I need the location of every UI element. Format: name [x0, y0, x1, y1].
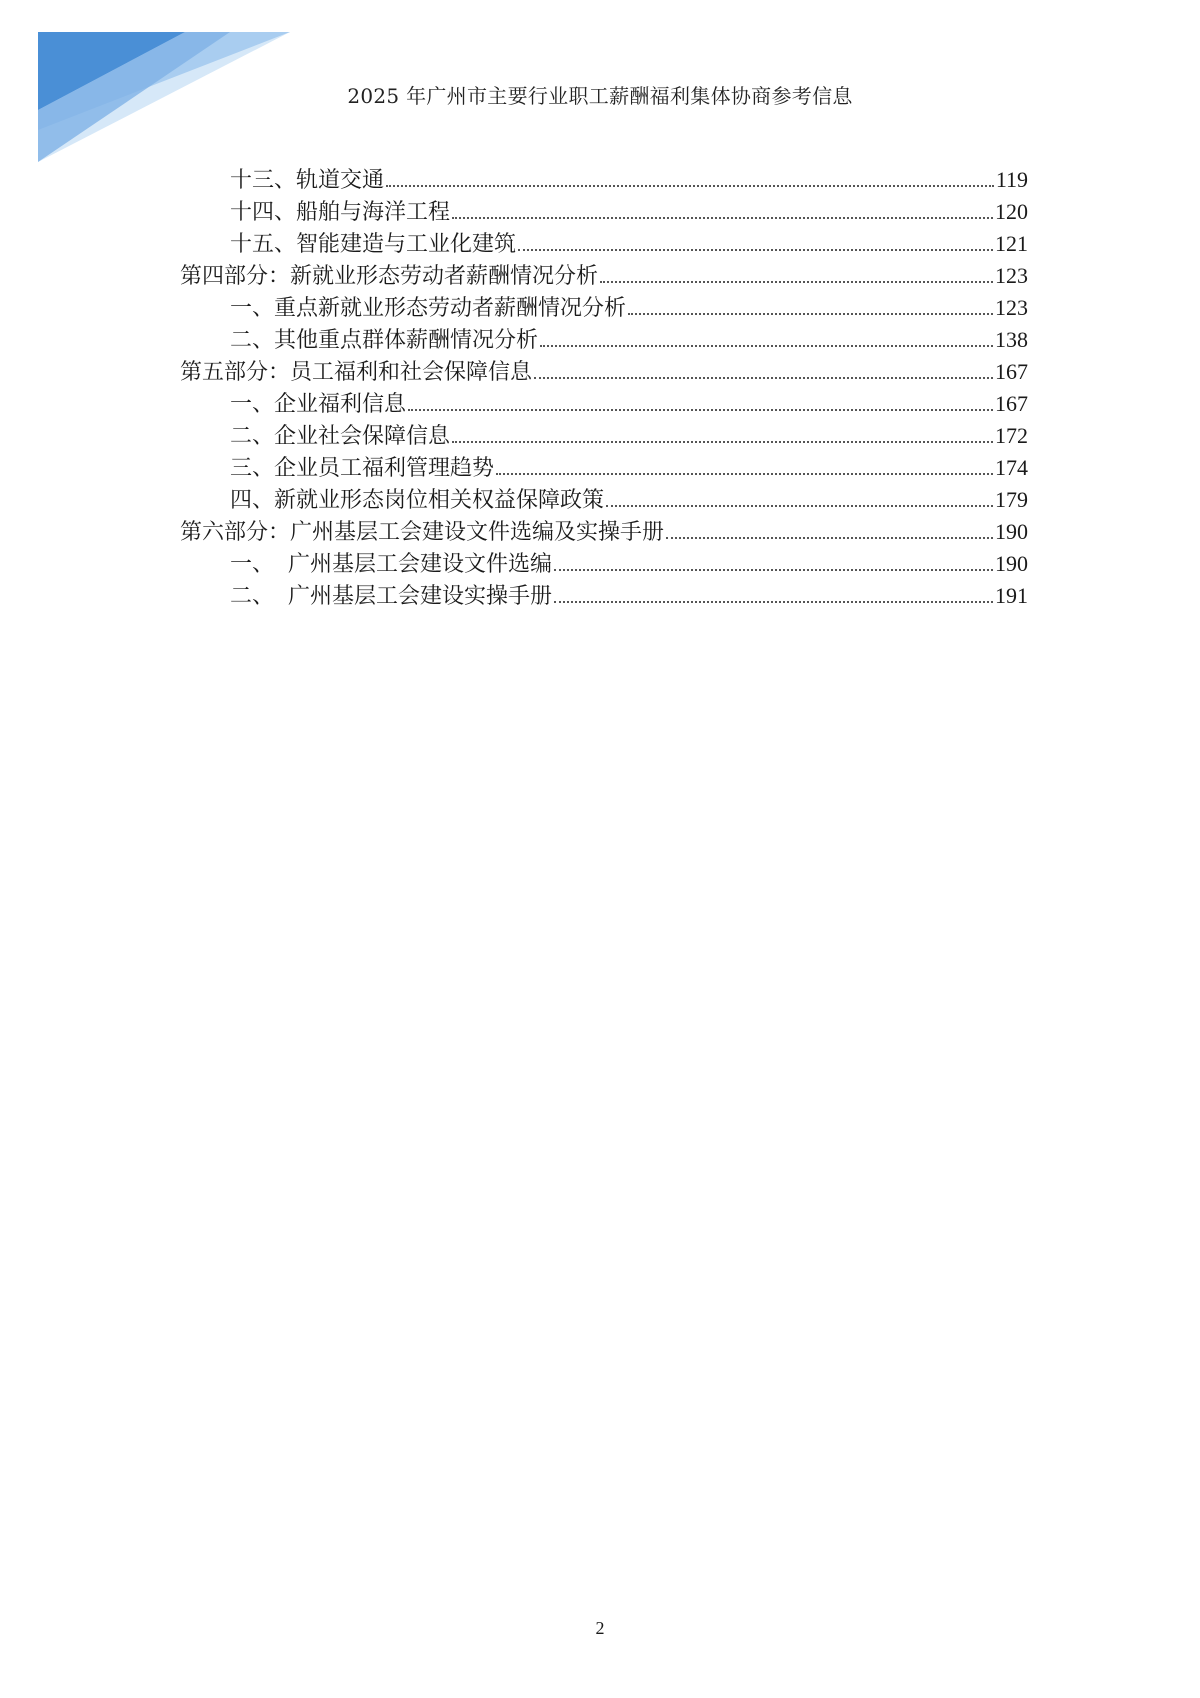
toc-entry[interactable] [180, 292, 1028, 324]
toc-entry[interactable] [180, 260, 1028, 292]
toc-leader-dots [408, 408, 993, 411]
toc-entry-page: 138 [995, 327, 1028, 352]
toc-leader-dots [666, 536, 993, 539]
toc-leader-dots [600, 280, 993, 283]
toc-leader-dots [496, 472, 993, 475]
toc-entry[interactable] [180, 484, 1028, 516]
toc-leader-dots [554, 568, 993, 571]
toc-leader-dots [452, 216, 993, 219]
toc-entry-page: 179 [995, 487, 1028, 512]
toc-entry-title: 第四部分：新就业形态劳动者薪酬情况分析 [180, 264, 599, 289]
toc-entry-title: 三、企业员工福利管理趋势 [230, 456, 495, 481]
toc-leader-dots [386, 184, 994, 187]
toc-entry-page: 190 [995, 551, 1028, 576]
toc-entry-title: 一、企业福利信息 [230, 392, 407, 417]
page-number: 2 [595, 1618, 605, 1638]
toc-entry[interactable] [180, 420, 1028, 452]
toc-entry-page: 123 [995, 263, 1028, 288]
toc-entry-title: 一、 广州基层工会建设文件选编 [230, 552, 552, 577]
toc-entry-page: 120 [995, 199, 1028, 224]
toc-entry-page: 174 [995, 455, 1028, 480]
toc-leader-dots [540, 344, 993, 347]
toc-leader-dots [452, 440, 993, 443]
toc-entry-page: 191 [995, 583, 1028, 608]
toc-entry[interactable] [180, 324, 1028, 356]
toc-entry[interactable] [180, 548, 1028, 580]
toc-entry[interactable] [180, 516, 1028, 548]
toc-entry[interactable] [180, 388, 1028, 420]
toc-entry-title: 二、其他重点群体薪酬情况分析 [230, 328, 539, 353]
toc-entry[interactable] [180, 452, 1028, 484]
toc-entry-title: 第五部分：员工福利和社会保障信息 [180, 360, 533, 385]
toc-entry-title: 第六部分：广州基层工会建设文件选编及实操手册 [180, 520, 665, 545]
toc-entry-title: 一、重点新就业形态劳动者薪酬情况分析 [230, 296, 627, 321]
toc-leader-dots [628, 312, 993, 315]
toc-leader-dots [606, 504, 993, 507]
toc-leader-dots [554, 600, 993, 603]
toc-entry-page: 172 [995, 423, 1028, 448]
table-of-contents [180, 164, 1028, 612]
toc-entry-title: 十五、智能建造与工业化建筑 [230, 232, 517, 257]
page-header: 2025 年广州市主要行业职工薪酬福利集体协商参考信息 [347, 84, 853, 108]
toc-entry-page: 167 [995, 391, 1028, 416]
toc-entry[interactable] [180, 228, 1028, 260]
toc-entry-title: 四、新就业形态岗位相关权益保障政策 [230, 488, 605, 513]
toc-entry[interactable] [180, 164, 1028, 196]
toc-entry[interactable] [180, 196, 1028, 228]
toc-leader-dots [534, 376, 993, 379]
toc-entry-title: 十三、轨道交通 [230, 168, 385, 193]
toc-entry-title: 二、 广州基层工会建设实操手册 [230, 584, 552, 609]
toc-entry[interactable] [180, 356, 1028, 388]
toc-leader-dots [518, 248, 993, 251]
toc-entry-page: 119 [995, 167, 1028, 192]
toc-entry-page: 123 [995, 295, 1028, 320]
toc-entry-page: 167 [995, 359, 1028, 384]
toc-entry-title: 二、企业社会保障信息 [230, 424, 451, 449]
toc-entry-page: 121 [995, 231, 1028, 256]
toc-entry-title: 十四、船舶与海洋工程 [230, 200, 451, 225]
toc-entry[interactable] [180, 580, 1028, 612]
toc-entry-page: 190 [995, 519, 1028, 544]
